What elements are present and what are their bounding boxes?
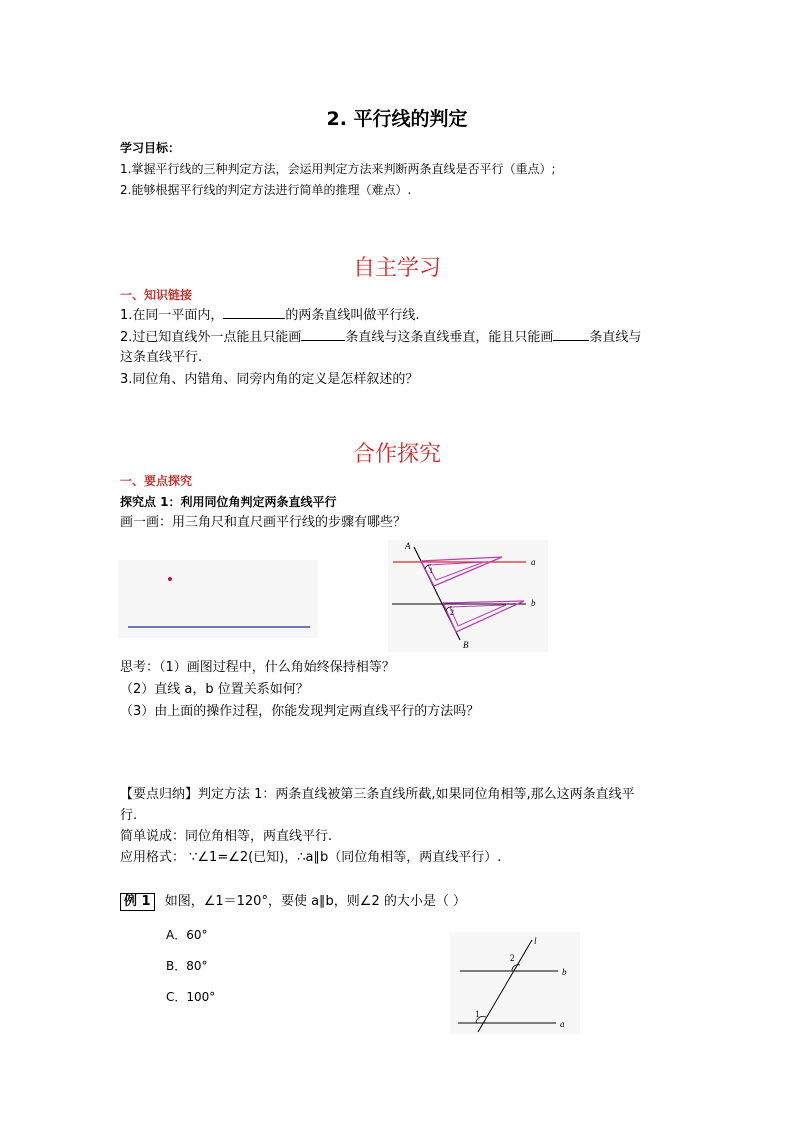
- key-summary: 【要点归纳】判定方法 1：两条直线被第三条直线所截,如果同位角相等,那么这两条直线平: [120, 787, 635, 802]
- option-b[interactable]: B．80°: [166, 959, 208, 973]
- think-question-1-text: 思考：（1）画图过程中，什么角始终保持相等？: [120, 660, 395, 675]
- label-l: l: [534, 936, 537, 946]
- knowledge-link-heading: 一、知识链接: [120, 288, 193, 302]
- q1-prefix: 1.在同一平面内，: [120, 308, 224, 323]
- think-question-1: [120, 657, 395, 678]
- example-tag: 例 1: [120, 893, 155, 911]
- question-2: [120, 326, 641, 348]
- draw-prompt: 画一画：用三角尺和直尺画平行线的步骤有哪些？: [120, 515, 407, 530]
- figure-background: [118, 560, 318, 638]
- q2-part-b: 条直线与这条直线垂直，能且只能画: [345, 330, 554, 345]
- answer-blank[interactable]: [553, 326, 589, 341]
- example-figure: [450, 932, 580, 1034]
- label-b: b: [562, 967, 567, 977]
- inquiry-point-1: 探究点 1：利用同位角判定两条直线平行: [120, 495, 337, 509]
- simple-statement: 简单说成：同位角相等，两直线平行.: [120, 829, 333, 844]
- question-2-continued: 这条直线平行.: [120, 350, 203, 365]
- label-b: b: [531, 598, 536, 608]
- label-a: a: [531, 557, 536, 567]
- think-question-2: （2）直线 a，b 位置关系如何？: [120, 682, 309, 697]
- option-a[interactable]: A．60°: [166, 928, 208, 942]
- goals-heading: 学习目标：: [120, 141, 181, 155]
- key-summary-continued: 行.: [120, 808, 138, 823]
- label-angle-1: 1: [475, 1009, 480, 1019]
- label-angle-1: 1: [429, 566, 433, 575]
- figure-background: [388, 540, 548, 652]
- set-square-figure: [388, 540, 548, 652]
- label-angle-2: 2: [450, 608, 454, 617]
- goal-item: 2.能够根据平行线的判定方法进行简单的推理（难点）.: [120, 183, 412, 197]
- question-1: [120, 304, 420, 326]
- section-title-self-study: 自主学习: [352, 256, 441, 281]
- page-title: 2. 平行线的判定: [326, 108, 468, 130]
- think-question-3: （3）由上面的操作过程，你能发现判定两直线平行的方法吗？: [120, 704, 480, 719]
- q2-part-c: 条直线与: [589, 330, 642, 345]
- label-angle-2: 2: [510, 953, 515, 963]
- q2-part-a: 2.过已知直线外一点能且只能画: [120, 330, 302, 345]
- answer-blank[interactable]: [223, 304, 285, 319]
- label-B: B: [463, 640, 469, 650]
- given-point: [168, 577, 172, 581]
- question-3: 3.同位角、内错角、同旁内角的定义是怎样叙述的？: [120, 372, 419, 387]
- label-A: A: [405, 541, 411, 551]
- section-title-cooperative-inquiry: 合作探究: [352, 442, 441, 467]
- application-format: 应用格式： ∵∠1=∠2(已知)，∴a∥b（同位角相等，两直线平行）.: [120, 850, 502, 865]
- label-a: a: [560, 1019, 565, 1029]
- answer-blank[interactable]: [301, 326, 345, 341]
- example-1: [120, 891, 466, 912]
- example-question: 如图，∠1＝120°，要使 a∥b，则∠2 的大小是（ ）: [164, 894, 466, 909]
- option-c[interactable]: C．100°: [166, 990, 216, 1004]
- q1-suffix: 的两条直线叫做平行线.: [285, 308, 420, 323]
- goal-item: 1.掌握平行线的三种判定方法，会运用判定方法来判断两条直线是否平行（重点）;: [120, 162, 556, 176]
- key-points-heading: 一、要点探究: [120, 474, 193, 488]
- blank-drawing-figure: [118, 560, 318, 638]
